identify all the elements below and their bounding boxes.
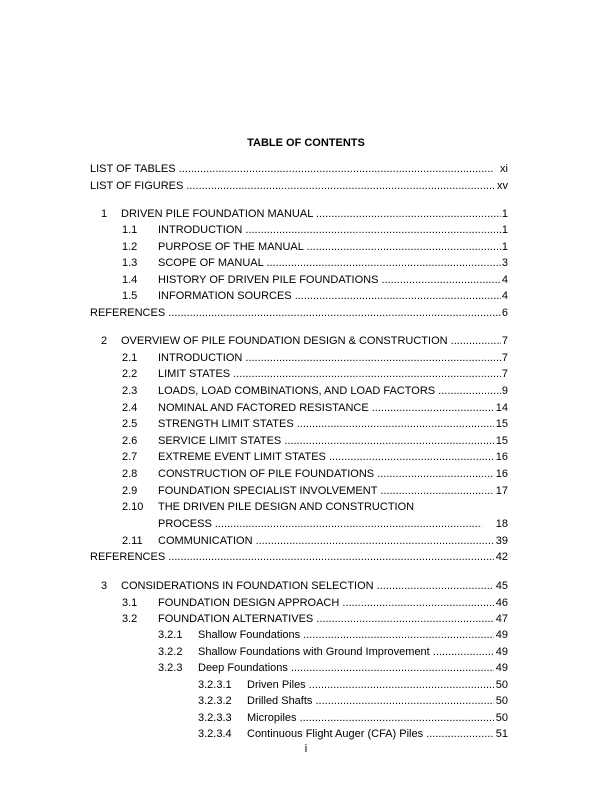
toc-entry[interactable] (0, 401, 612, 415)
toc-entry-page: 7 (501, 335, 508, 347)
toc-entry-page: 51 (495, 728, 508, 740)
toc-entry-text-continuation: PROCESS (158, 518, 212, 530)
toc-entry-text: CONSTRUCTION OF PILE FOUNDATIONS (158, 468, 375, 480)
toc-entry-text: Shallow Foundations (198, 629, 301, 641)
toc-entry-text: REFERENCES (90, 551, 166, 563)
toc-entry-page: 4 (501, 290, 508, 302)
toc-entry-text: LIMIT STATES (158, 368, 231, 380)
toc-entry-page: 14 (495, 402, 508, 414)
toc-entry-text: Driven Piles (247, 679, 306, 691)
toc-entry-text: Drilled Shafts (247, 695, 313, 707)
toc-entry-page: 1 (501, 224, 508, 236)
toc-entry-number: 2.6 (122, 435, 138, 447)
toc-entry-text: LIST OF TABLES (90, 163, 176, 175)
toc-entry-number: 2.2 (122, 368, 138, 380)
toc-entry[interactable] (0, 223, 612, 237)
page-number: i (304, 743, 308, 755)
toc-entry-page: 50 (495, 679, 508, 691)
toc-entry-number: 2.9 (122, 485, 138, 497)
toc-entry-number: 2.10 (122, 501, 144, 513)
toc-entry-page: 50 (495, 695, 508, 707)
toc-entry-page: 17 (495, 485, 508, 497)
toc-entry[interactable] (0, 500, 612, 514)
toc-entry-page: 9 (501, 385, 508, 397)
toc-entry[interactable] (0, 628, 612, 642)
toc-entry-continuation-line[interactable] (0, 517, 612, 531)
toc-entry-number: 2 (101, 335, 108, 347)
toc-entry-page: 7 (501, 352, 508, 364)
toc-entry-number: 2.5 (122, 418, 138, 430)
toc-entry-page: 15 (495, 418, 508, 430)
toc-entry-number: 3.2.3.3 (198, 712, 232, 724)
toc-entry[interactable] (0, 334, 612, 348)
toc-entry[interactable] (0, 289, 612, 303)
toc-entry[interactable] (0, 678, 612, 692)
toc-entry-text: PURPOSE OF THE MANUAL (158, 241, 304, 253)
toc-entry-text: FOUNDATION DESIGN APPROACH (158, 597, 340, 609)
toc-entry[interactable] (0, 661, 612, 675)
toc-entry-text: INTRODUCTION (158, 352, 243, 364)
toc-entry-page: 50 (495, 712, 508, 724)
toc-entry-page: 6 (501, 307, 508, 319)
toc-entry-text: INTRODUCTION (158, 224, 243, 236)
toc-entry-number: 1.5 (122, 290, 138, 302)
toc-entry-page: 16 (495, 468, 508, 480)
toc-entry-number: 3.2.2 (158, 646, 183, 658)
toc-entry-text: DRIVEN PILE FOUNDATION MANUAL (121, 208, 313, 220)
toc-entry-page: 16 (495, 451, 508, 463)
page-title: TABLE OF CONTENTS (247, 137, 365, 149)
toc-entry-number: 1.1 (122, 224, 138, 236)
toc-entry-text: Continuous Flight Auger (CFA) Piles (247, 728, 424, 740)
toc-entry-page: 15 (495, 435, 508, 447)
toc-entry[interactable] (0, 596, 612, 610)
toc-entry-page: 49 (495, 646, 508, 658)
toc-entry[interactable] (0, 162, 612, 176)
toc-entry-number: 2.7 (122, 451, 138, 463)
toc-entry[interactable] (0, 467, 612, 481)
toc-entry-number: 3.2.3.1 (198, 679, 232, 691)
toc-entry-text: Deep Foundations (198, 662, 288, 674)
toc-entry-page: xv (497, 180, 508, 192)
toc-entry[interactable] (0, 612, 612, 626)
toc-entry[interactable] (0, 711, 612, 725)
toc-entry-number: 1 (101, 208, 108, 220)
toc-entry-text: NOMINAL AND FACTORED RESISTANCE (158, 402, 369, 414)
toc-entry-number: 3.2 (122, 613, 138, 625)
toc-entry-number: 3.2.3.2 (198, 695, 232, 707)
toc-entry-page: 46 (495, 597, 508, 609)
toc-entry[interactable] (0, 450, 612, 464)
toc-entry-page: 3 (501, 257, 508, 269)
toc-entry-text: SERVICE LIMIT STATES (158, 435, 282, 447)
toc-entry-page: 42 (495, 551, 508, 563)
toc-entry[interactable] (0, 417, 612, 431)
toc-entry-number: 2.4 (122, 402, 138, 414)
toc-entry-number: 1.4 (122, 274, 138, 286)
toc-entry-page: 47 (495, 613, 508, 625)
toc-entry-page: xi (500, 163, 508, 175)
toc-entry[interactable] (0, 550, 612, 564)
toc-entry-number: 3.2.1 (158, 629, 183, 641)
toc-entry-text: CONSIDERATIONS IN FOUNDATION SELECTION (121, 580, 374, 592)
toc-entry[interactable] (0, 179, 612, 193)
toc-entry-number: 3.1 (122, 597, 138, 609)
toc-entry-text: COMMUNICATION (158, 535, 253, 547)
toc-entry-page: 39 (495, 535, 508, 547)
toc-entry[interactable] (0, 367, 612, 381)
toc-entry-text: Shallow Foundations with Ground Improvement (198, 646, 430, 658)
toc-entry-number: 2.11 (122, 535, 143, 547)
toc-entry[interactable] (0, 240, 612, 254)
toc-entry-number: 1.3 (122, 257, 138, 269)
toc-entry-text: FOUNDATION SPECIALIST INVOLVEMENT (158, 485, 378, 497)
toc-entry-text: OVERVIEW OF PILE FOUNDATION DESIGN & CONSTRUCTION (121, 335, 448, 347)
toc-entry-number: 2.8 (122, 468, 138, 480)
toc-entry-text: LOADS, LOAD COMBINATIONS, AND LOAD FACTORS (158, 385, 436, 397)
toc-entry[interactable] (0, 351, 612, 365)
toc-entry-text: STRENGTH LIMIT STATES (158, 418, 294, 430)
toc-entry[interactable] (0, 306, 612, 320)
toc-entry[interactable] (0, 207, 612, 221)
toc-entry-text: HISTORY OF DRIVEN PILE FOUNDATIONS (158, 274, 379, 286)
toc-entry-text: SCOPE OF MANUAL (158, 257, 264, 269)
toc-entry-text: THE DRIVEN PILE DESIGN AND CONSTRUCTION (158, 501, 415, 513)
toc-entry-page: 49 (495, 662, 508, 674)
toc-entry[interactable] (0, 645, 612, 659)
toc-entry-number: 2.3 (122, 385, 138, 397)
toc-entry-text: LIST OF FIGURES (90, 180, 184, 192)
toc-entry-page: 7 (501, 368, 508, 380)
toc-entry[interactable] (0, 434, 612, 448)
toc-entry-page: 18 (495, 518, 508, 530)
toc-entry-number: 1.2 (122, 241, 138, 253)
toc-entry-text: FOUNDATION ALTERNATIVES (158, 613, 314, 625)
toc-entry[interactable] (0, 256, 612, 270)
toc-entry[interactable] (0, 727, 612, 741)
toc-entry-number: 2.1 (122, 352, 138, 364)
toc-entry[interactable] (0, 694, 612, 708)
toc-entry[interactable] (0, 273, 612, 287)
toc-entry-page: 1 (501, 208, 508, 220)
toc-entry[interactable] (0, 384, 612, 398)
toc-entry[interactable] (0, 579, 612, 593)
toc-entry[interactable] (0, 484, 612, 498)
toc-entry-page: 49 (495, 629, 508, 641)
toc-entry-page: 45 (495, 580, 508, 592)
toc-entry-text: Micropiles (247, 712, 297, 724)
toc-entry-number: 3.2.3 (158, 662, 183, 674)
toc-entry-page: 4 (501, 274, 508, 286)
toc-entry-text: INFORMATION SOURCES (158, 290, 292, 302)
toc-entry-page: 1 (501, 241, 508, 253)
toc-entry[interactable] (0, 534, 612, 548)
toc-entry-number: 3 (101, 580, 108, 592)
toc-entry-text: EXTREME EVENT LIMIT STATES (158, 451, 326, 463)
toc-entry-number: 3.2.3.4 (198, 728, 232, 740)
toc-entry-text: REFERENCES (90, 307, 166, 319)
